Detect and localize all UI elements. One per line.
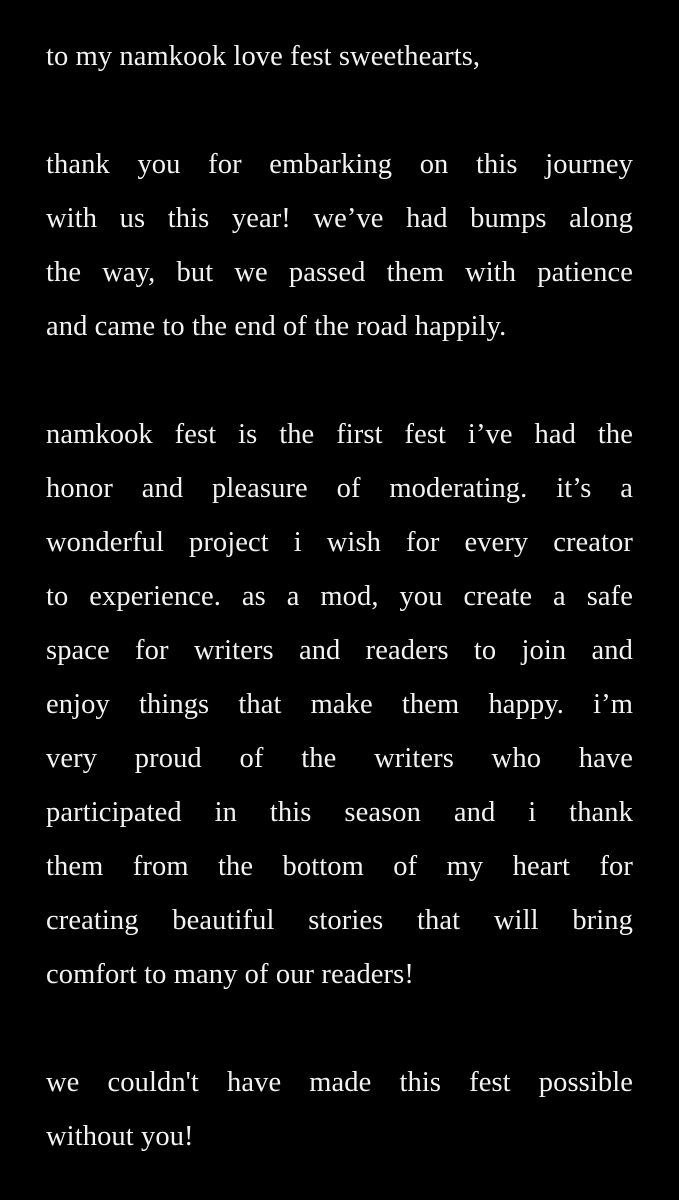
letter-body [46, 30, 633, 1164]
paragraph-2 [46, 408, 633, 1002]
paragraph-line: honor and pleasure of moderating. it’s a [46, 473, 633, 504]
paragraph-line: participated in this season and i thank [46, 797, 633, 828]
paragraph-spacer [46, 1002, 633, 1056]
paragraph-line: wonderful project i wish for every creator [46, 527, 633, 558]
paragraph-line: with us this year! we’ve had bumps along [46, 203, 633, 234]
paragraph-line: the way, but we passed them with patience [46, 257, 633, 288]
paragraph-line: to experience. as a mod, you create a safe [46, 581, 633, 612]
paragraph-1 [46, 138, 633, 354]
paragraph-line: without you! [46, 1121, 194, 1152]
greeting: to my namkook love fest sweethearts, [46, 41, 481, 72]
paragraph-line: we couldn't have made this fest possible [46, 1067, 633, 1098]
paragraph-line: comfort to many of our readers! [46, 959, 414, 990]
paragraph-line: namkook fest is the first fest i’ve had the [46, 419, 633, 450]
paragraph-spacer [46, 84, 633, 138]
paragraph-line: them from the bottom of my heart for [46, 851, 633, 882]
paragraph-line: creating beautiful stories that will bring [46, 905, 633, 936]
paragraph-line: thank you for embarking on this journey [46, 149, 633, 180]
paragraph-line: enjoy things that make them happy. i’m [46, 689, 633, 720]
paragraph-spacer [46, 354, 633, 408]
paragraph-line: and came to the end of the road happily. [46, 311, 507, 342]
paragraph-3 [46, 1056, 633, 1164]
paragraph-line: space for writers and readers to join and [46, 635, 633, 666]
paragraph-line: very proud of the writers who have [46, 743, 633, 774]
